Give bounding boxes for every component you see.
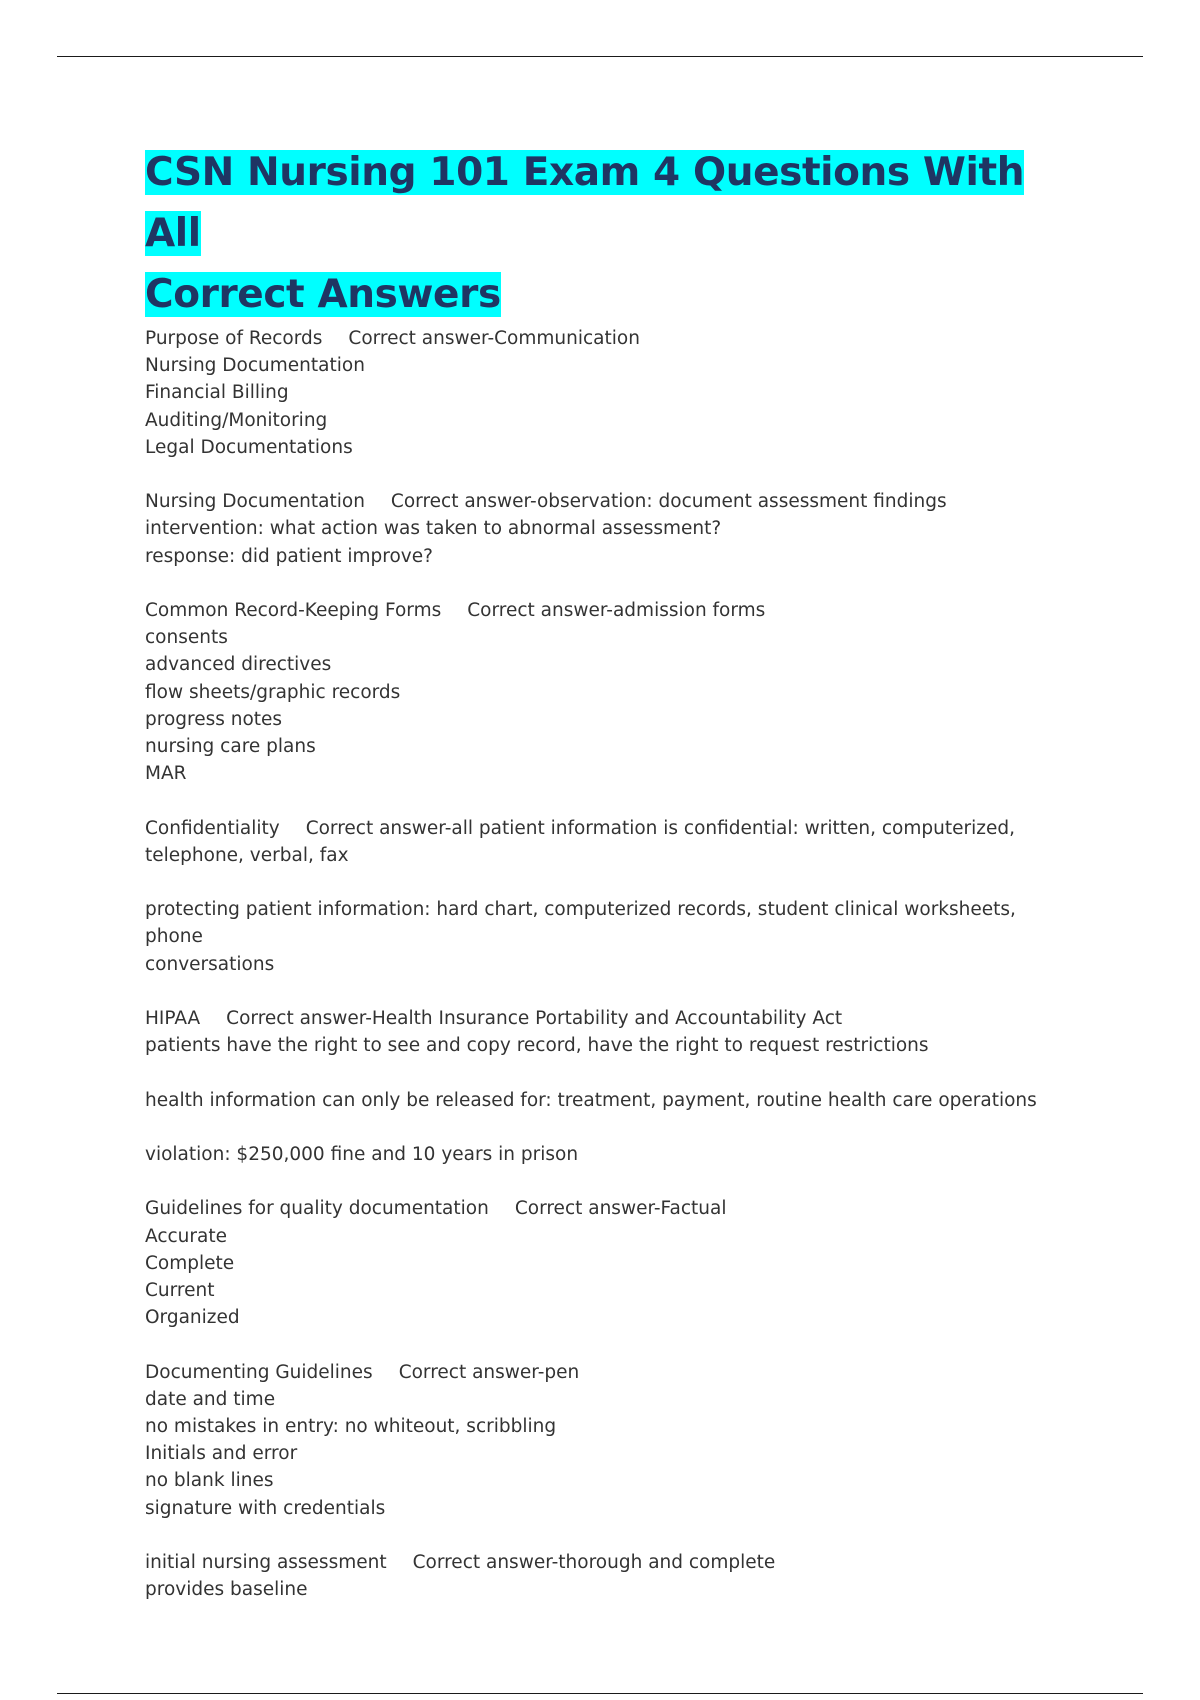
- answer-line: Auditing/Monitoring: [145, 409, 328, 431]
- answer-line: consents: [145, 627, 228, 649]
- answer-line: health information can only be released for: treatment, payment, routine health care operations: [145, 1089, 1037, 1111]
- answer-line: date and time: [145, 1388, 276, 1410]
- answer-line: Correct answer-Health Insurance Portability and Accountability Act: [226, 1008, 843, 1029]
- answer-line: advanced directives: [145, 654, 332, 676]
- answer-line: no blank lines: [145, 1470, 274, 1492]
- answer-line: Organized: [145, 1307, 240, 1329]
- question-term: Confidentiality: [145, 817, 280, 839]
- blank-line: [145, 1114, 1075, 1141]
- answer-line: Correct answer-thorough and complete: [412, 1551, 776, 1573]
- title-line: CSN Nursing 101 Exam 4 Questions With All: [145, 150, 1025, 256]
- qa-first-line: [145, 325, 1075, 352]
- document-title: [145, 142, 1075, 325]
- question-term: Common Record-Keeping Forms: [145, 600, 442, 621]
- qa-first-line: [145, 488, 1075, 515]
- question-term: Nursing Documentation: [145, 491, 365, 513]
- question-term: Documenting Guidelines: [145, 1361, 373, 1383]
- answer-line: telephone, verbal, fax: [145, 844, 349, 866]
- qa-item: [145, 1195, 1075, 1331]
- question-term: Guidelines for quality documentation: [145, 1198, 489, 1220]
- answer-line: progress notes: [145, 708, 283, 730]
- answer-line: provides baseline: [145, 1579, 308, 1601]
- document-body: [145, 142, 1075, 1603]
- answer-line: Correct answer-observation: document assessment findings: [390, 491, 947, 513]
- blank-line: [145, 869, 1075, 896]
- answer-line: Financial Billing: [145, 382, 289, 404]
- answer-line: response: did patient improve?: [145, 545, 433, 567]
- header-rule: [57, 56, 1143, 57]
- answer-line: Correct answer-Communication: [348, 328, 640, 349]
- qa-item: [145, 1359, 1075, 1522]
- footer-rule: [57, 1693, 1143, 1694]
- qa-first-line: [145, 1549, 1075, 1576]
- answer-line: Complete: [145, 1252, 235, 1274]
- answer-line: MAR: [145, 763, 187, 785]
- answer-line: Correct answer-pen: [398, 1361, 580, 1383]
- qa-item: [145, 597, 1075, 787]
- answer-line: Nursing Documentation: [145, 355, 365, 377]
- answer-line: Correct answer-Factual: [514, 1198, 727, 1220]
- answer-line: no mistakes in entry: no whiteout, scribbling: [145, 1415, 557, 1437]
- answer-line: Accurate: [145, 1225, 227, 1247]
- answer-line: Current: [145, 1279, 215, 1301]
- qa-item: [145, 1005, 1075, 1168]
- question-term: initial nursing assessment: [145, 1551, 387, 1573]
- qa-list: [145, 325, 1075, 1603]
- answer-line: Initials and error: [145, 1443, 298, 1465]
- answer-line: intervention: what action was taken to abnormal assessment?: [145, 518, 722, 540]
- question-term: HIPAA: [145, 1008, 201, 1029]
- qa-item: [145, 815, 1075, 978]
- answer-line: flow sheets/graphic records: [145, 681, 401, 703]
- qa-first-line: [145, 597, 1075, 624]
- qa-first-line: [145, 815, 1075, 842]
- question-term: Purpose of Records: [145, 328, 323, 349]
- answer-line: protecting patient information: hard chart, computerized records, student clinical worksheets, phone: [145, 899, 1022, 948]
- qa-first-line: [145, 1359, 1075, 1386]
- answer-line: violation: $250,000 fine and 10 years in prison: [145, 1143, 579, 1165]
- answer-line: Correct answer-all patient information is confidential: written, computerized,: [305, 817, 1015, 839]
- qa-first-line: [145, 1005, 1075, 1032]
- title-line: Correct Answers: [145, 272, 501, 317]
- qa-item: [145, 488, 1075, 570]
- answer-line: signature with credentials: [145, 1497, 386, 1519]
- answer-line: nursing care plans: [145, 736, 316, 758]
- answer-line: Legal Documentations: [145, 436, 353, 458]
- answer-line: conversations: [145, 953, 275, 975]
- answer-line: patients have the right to see and copy record, have the right to request restrictions: [145, 1035, 929, 1057]
- qa-item: [145, 325, 1075, 461]
- answer-line: Correct answer-admission forms: [467, 600, 766, 621]
- qa-first-line: [145, 1195, 1075, 1222]
- qa-item: [145, 1549, 1075, 1603]
- blank-line: [145, 1059, 1075, 1086]
